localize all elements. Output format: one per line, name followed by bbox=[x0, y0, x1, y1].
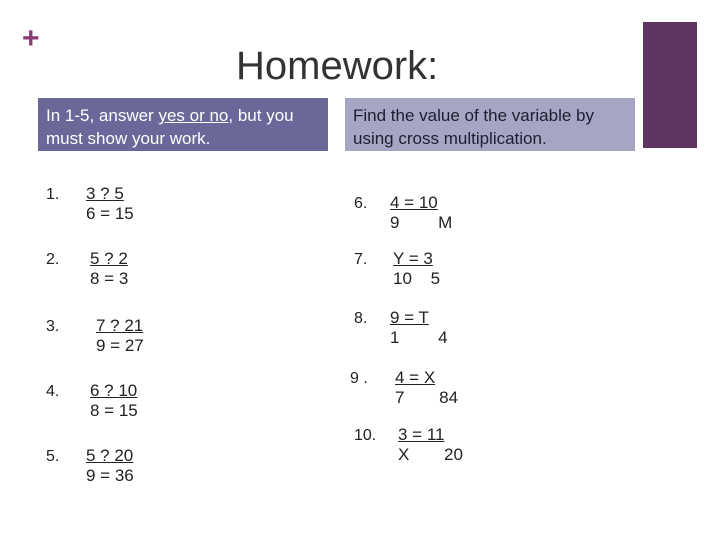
problem-10 bbox=[398, 425, 463, 465]
problem-6 bbox=[390, 193, 452, 233]
problem-top: 7 ? 21 bbox=[96, 316, 144, 335]
problem-number: 9 . bbox=[350, 370, 368, 387]
problem-number: 4. bbox=[46, 383, 60, 400]
problem-top: 3 ? 5 bbox=[86, 184, 124, 203]
problem-bottom: 8 = 15 bbox=[90, 401, 138, 420]
problem-top: 4 = 10 bbox=[390, 193, 438, 212]
instructions-text: Find the value of the variable by using cross multiplication. bbox=[353, 106, 594, 148]
problem-top: Y = 3 bbox=[393, 249, 433, 268]
problem-5 bbox=[86, 446, 134, 486]
problem-2 bbox=[90, 249, 128, 289]
problem-top: 3 = 11 bbox=[398, 425, 445, 444]
problem-number: 3. bbox=[46, 318, 60, 335]
problem-number: 5. bbox=[46, 448, 60, 465]
problem-number: 10. bbox=[354, 427, 377, 444]
problem-top: 5 ? 20 bbox=[86, 446, 134, 465]
problem-bottom: 9 M bbox=[390, 213, 453, 232]
problem-number: 6. bbox=[354, 195, 368, 212]
instructions-suffix: , but you must show your work. bbox=[46, 106, 294, 148]
problem-top: 6 ? 10 bbox=[90, 381, 138, 400]
problem-7 bbox=[393, 249, 440, 289]
problem-bottom: 6 = 15 bbox=[86, 204, 134, 223]
accent-bar bbox=[643, 22, 697, 148]
instructions-prefix: In 1-5, answer bbox=[46, 106, 159, 125]
problem-1 bbox=[86, 184, 134, 224]
problem-bottom: 9 = 36 bbox=[86, 466, 134, 485]
problem-top: 4 = X bbox=[395, 368, 436, 387]
problem-bottom: 10 5 bbox=[393, 269, 441, 288]
problem-top: 9 = T bbox=[390, 308, 429, 327]
problem-bottom: 9 = 27 bbox=[96, 336, 144, 355]
problem-number: 7. bbox=[354, 251, 368, 268]
problem-9 bbox=[395, 368, 458, 408]
slide-title: Homework: bbox=[236, 44, 439, 88]
problem-4 bbox=[90, 381, 138, 421]
instructions-box-left bbox=[38, 98, 328, 151]
problem-8 bbox=[390, 308, 448, 348]
instructions-box-right bbox=[345, 98, 635, 151]
problem-top: 5 ? 2 bbox=[90, 249, 128, 268]
instructions-emphasis: yes or no bbox=[158, 106, 229, 125]
problem-number: 8. bbox=[354, 310, 368, 327]
problem-number: 2. bbox=[46, 251, 60, 268]
problem-bottom: 7 84 bbox=[395, 388, 459, 407]
problem-3 bbox=[96, 316, 144, 356]
problem-number: 1. bbox=[46, 186, 60, 203]
problem-bottom: 8 = 3 bbox=[90, 269, 129, 288]
problem-bottom: X 20 bbox=[398, 445, 463, 464]
problem-bottom: 1 4 bbox=[390, 328, 448, 347]
plus-icon: + bbox=[22, 22, 40, 55]
